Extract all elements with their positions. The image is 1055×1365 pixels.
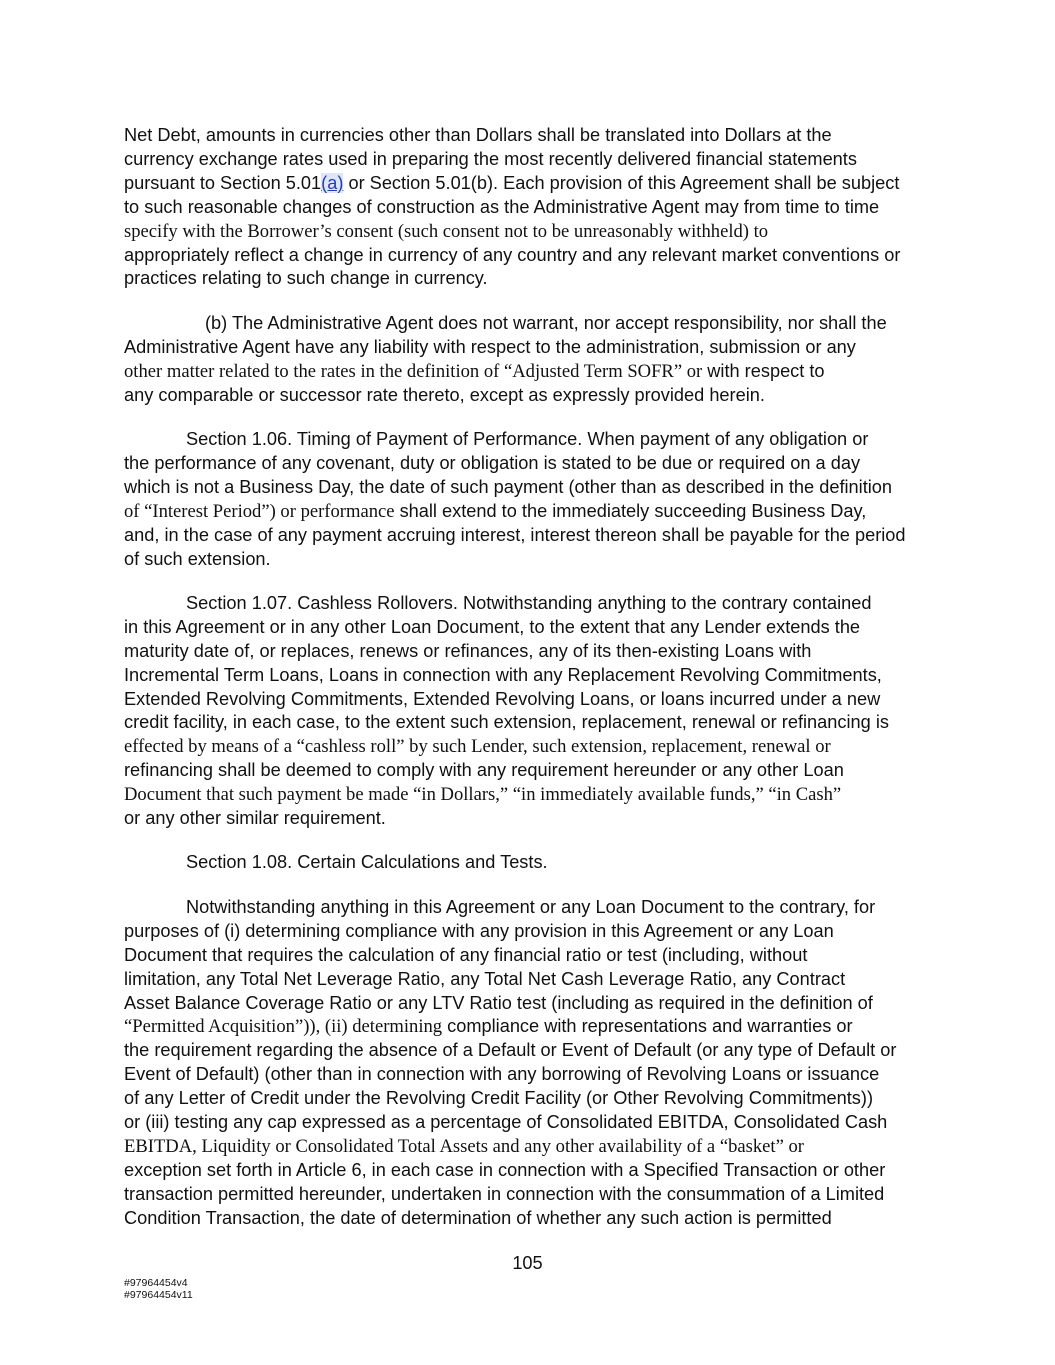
text-segment: Incremental Term Loans, Loans in connection with any Replacement Revolving Commitments, (124, 664, 882, 685)
paragraph (124, 124, 934, 291)
text-segment: compliance with representations and warranties or (442, 1016, 853, 1037)
text-line (124, 312, 934, 336)
text-line (124, 711, 934, 735)
text-segment: effected by means of a “cashless roll” by such Lender, such extension, replacement, renewal or (124, 736, 831, 758)
text-line (124, 1111, 934, 1135)
text-line (124, 428, 934, 452)
text-line (124, 1183, 934, 1207)
text-segment: Notwithstanding anything in this Agreement or any Loan Document to the contrary, for (186, 896, 876, 917)
text-segment: the requirement regarding the absence of a Default or Event of Default (or any type of Default or (124, 1040, 897, 1061)
paragraph (124, 592, 934, 831)
text-line (124, 759, 934, 783)
text-segment: purposes of (i) determining compliance with any provision in this Agreement or any Loan (124, 920, 834, 941)
text-segment: of any Letter of Credit under the Revolving Credit Facility (or Other Revolving Commitments)) (124, 1088, 873, 1109)
text-segment: Document that requires the calculation of any financial ratio or test (including, without (124, 944, 808, 965)
text-segment: Event of Default) (other than in connection with any borrowing of Revolving Loans or issuance (124, 1064, 880, 1085)
text-line (124, 640, 934, 664)
text-line (124, 172, 934, 196)
text-line (124, 476, 934, 500)
text-line (124, 688, 934, 712)
text-segment: pursuant to Section 5.01 (124, 172, 322, 193)
document-body (124, 124, 934, 1251)
document-id-line: #97964454v11 (124, 1289, 193, 1301)
text-segment: with respect to (702, 360, 825, 381)
text-line (124, 851, 934, 875)
paragraph (124, 428, 934, 571)
text-segment: Net Debt, amounts in currencies other than Dollars shall be translated into Dollars at the (124, 125, 832, 145)
text-line (124, 148, 934, 172)
text-segment: shall extend to the immediately succeeding Business Day, (394, 500, 867, 521)
text-segment: in this Agreement or in any other Loan Document, to the extent that any Lender extends the (124, 616, 861, 637)
text-segment: maturity date of, or replaces, renews or refinances, any of its then-existing Loans with (124, 640, 812, 661)
paragraph (124, 312, 934, 408)
text-segment: to such reasonable changes of construction as the Administrative Agent may from time to time (124, 196, 880, 217)
text-segment: appropriately reflect a change in currency of any country and any relevant market conventions or (124, 244, 901, 265)
text-segment: EBITDA, Liquidity or Consolidated Total Assets and any other availability of a “basket” or (124, 1135, 804, 1157)
text-segment: credit facility, in each case, to the extent such extension, replacement, renewal or refinancing is (124, 712, 889, 733)
text-segment: limitation, any Total Net Leverage Ratio, any Total Net Cash Leverage Ratio, any Contract (124, 968, 846, 989)
text-line (124, 944, 934, 968)
text-segment: or Section 5.01(b). Each provision of this Agreement shall be subject (343, 172, 900, 193)
text-line (124, 1087, 934, 1111)
text-line (124, 735, 934, 759)
text-segment: or (iii) testing any cap expressed as a percentage of Consolidated EBITDA, Consolidated Cash (124, 1112, 888, 1133)
text-line (124, 1039, 934, 1063)
text-line (124, 592, 934, 616)
text-line (124, 360, 934, 384)
document-id-line: #97964454v4 (124, 1277, 188, 1289)
text-segment: Extended Revolving Commitments, Extended Revolving Loans, or loans incurred under a new (124, 688, 881, 709)
text-segment: Administrative Agent have any liability with respect to the administration, submission or any (124, 336, 856, 357)
text-segment: refinancing shall be deemed to comply with any requirement hereunder or any other Loan (124, 760, 844, 781)
text-line (124, 500, 934, 524)
text-segment: transaction permitted hereunder, undertaken in connection with the consummation of a Limited (124, 1183, 885, 1204)
text-line (124, 664, 934, 688)
text-line (124, 968, 934, 992)
text-line (124, 896, 934, 920)
text-line (124, 336, 934, 360)
text-line (124, 196, 934, 220)
text-segment: and, in the case of any payment accruing interest, interest thereon shall be payable for the period (124, 524, 906, 545)
paragraph (124, 851, 934, 875)
text-segment: practices relating to such change in currency. (124, 268, 488, 289)
text-segment: any comparable or successor rate thereto, except as expressly provided herein. (124, 384, 765, 405)
text-segment: Document that such payment be made “in Dollars,” “in immediately available funds,” “in Cash” (124, 784, 842, 806)
text-line (124, 244, 934, 268)
document-ids (124, 1277, 193, 1301)
text-segment: Section 1.08. Certain Calculations and Tests. (186, 852, 548, 873)
text-line (124, 1135, 934, 1159)
text-line (124, 1159, 934, 1183)
text-segment: Section 1.07. Cashless Rollovers. Notwithstanding anything to the contrary contained (186, 592, 872, 613)
text-segment: “Permitted Acquisition”)), (ii) determining (124, 1016, 443, 1038)
text-line (124, 267, 934, 291)
text-line (124, 452, 934, 476)
text-segment: the performance of any covenant, duty or obligation is stated to be due or required on a day (124, 452, 861, 473)
text-line (124, 920, 934, 944)
text-segment: other matter related to the rates in the definition of “Adjusted Term SOFR” or (124, 360, 703, 382)
text-segment: currency exchange rates used in preparing the most recently delivered financial statements (124, 148, 857, 169)
text-line (124, 548, 934, 572)
page-number: 105 (512, 1253, 543, 1273)
text-segment: (b) The Administrative Agent does not warrant, nor accept responsibility, nor shall the (205, 312, 887, 333)
text-segment: of “Interest Period”) or performance (124, 500, 395, 522)
text-line (124, 616, 934, 640)
text-segment: exception set forth in Article 6, in each case in connection with a Specified Transaction or other (124, 1159, 886, 1180)
text-line (124, 524, 934, 548)
text-line (124, 992, 934, 1016)
text-line (124, 1207, 934, 1231)
text-segment: of such extension. (124, 548, 271, 569)
text-segment: Asset Balance Coverage Ratio or any LTV Ratio test (including as required in the definition of (124, 992, 873, 1013)
text-line (124, 220, 934, 244)
text-line (124, 1063, 934, 1087)
text-line (124, 384, 934, 408)
text-line (124, 1015, 934, 1039)
paragraph (124, 896, 934, 1231)
text-segment: or any other similar requirement. (124, 808, 386, 829)
text-segment: Condition Transaction, the date of determination of whether any such action is permitted (124, 1207, 832, 1228)
text-segment: which is not a Business Day, the date of such payment (other than as described in the definition (124, 476, 893, 497)
text-segment: specify with the Borrower’s consent (such consent not to be unreasonably withheld) to (124, 220, 769, 242)
text-line (124, 807, 934, 831)
text-segment: Section 1.06. Timing of Payment of Performance. When payment of any obligation or (186, 428, 869, 449)
text-line (124, 124, 934, 148)
text-line (124, 783, 934, 807)
cross-reference-link[interactable]: (a) (321, 172, 344, 193)
